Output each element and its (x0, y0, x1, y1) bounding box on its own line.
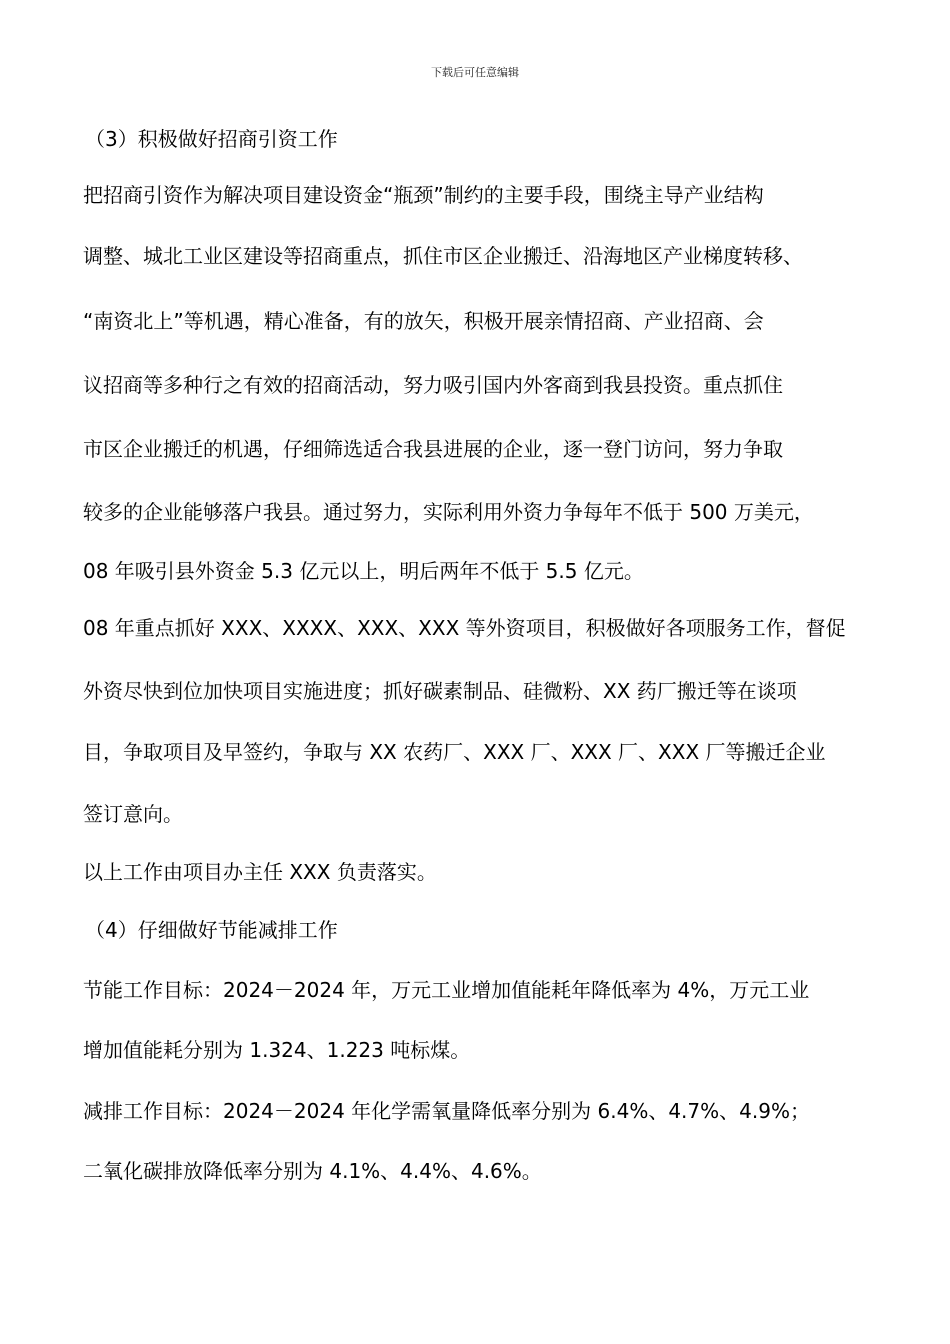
page-header: 下载后可任意编辑 (431, 66, 519, 79)
paragraph-line: 08 年重点抓好 XXX、XXXX、XXX、XXX 等外资项目，积极做好各项服务工作，督促 (83, 616, 846, 640)
section-heading-3: （3）积极做好招商引资工作 (85, 127, 338, 151)
paragraph-line: 较多的企业能够落户我县。通过努力，实际利用外资力争每年不低于 500 万美元， (83, 500, 814, 524)
paragraph-line: 把招商引资作为解决项目建设资金“瓶颈”制约的主要手段，围绕主导产业结构 (83, 183, 764, 207)
paragraph-line: 签订意向。 (83, 802, 183, 826)
paragraph-line: 议招商等多种行之有效的招商活动，努力吸引国内外客商到我县投资。重点抓住 (83, 373, 783, 397)
paragraph-line: 08 年吸引县外资金 5.3 亿元以上，明后两年不低于 5.5 亿元。 (83, 559, 644, 583)
paragraph-line: “南资北上”等机遇，精心准备，有的放矢，积极开展亲情招商、产业招商、会 (83, 309, 764, 333)
paragraph-line: 减排工作目标：2024－2024 年化学需氧量降低率分别为 6.4%、4.7%、4.9%； (83, 1099, 810, 1123)
paragraph-line: 调整、城北工业区建设等招商重点，抓住市区企业搬迁、沿海地区产业梯度转移、 (83, 244, 803, 268)
paragraph-line: 市区企业搬迁的机遇，仔细筛选适合我县进展的企业，逐一登门访问，努力争取 (83, 437, 783, 461)
paragraph-line: 节能工作目标：2024－2024 年，万元工业增加值能耗年降低率为 4%，万元工业 (83, 978, 810, 1002)
paragraph-line: 目，争取项目及早签约，争取与 XX 农药厂、XXX 厂、XXX 厂、XXX 厂等搬迁企业 (83, 740, 826, 764)
paragraph-line: 外资尽快到位加快项目实施进度；抓好碳素制品、硅微粉、XX 药厂搬迁等在谈项 (83, 679, 797, 703)
paragraph-line: 以上工作由项目办主任 XXX 负责落实。 (83, 860, 437, 884)
paragraph-line: 增加值能耗分别为 1.324、1.223 吨标煤。 (83, 1038, 471, 1062)
paragraph-line: 二氧化碳排放降低率分别为 4.1%、4.4%、4.6%。 (83, 1159, 542, 1183)
section-heading-4: （4）仔细做好节能减排工作 (85, 918, 338, 942)
